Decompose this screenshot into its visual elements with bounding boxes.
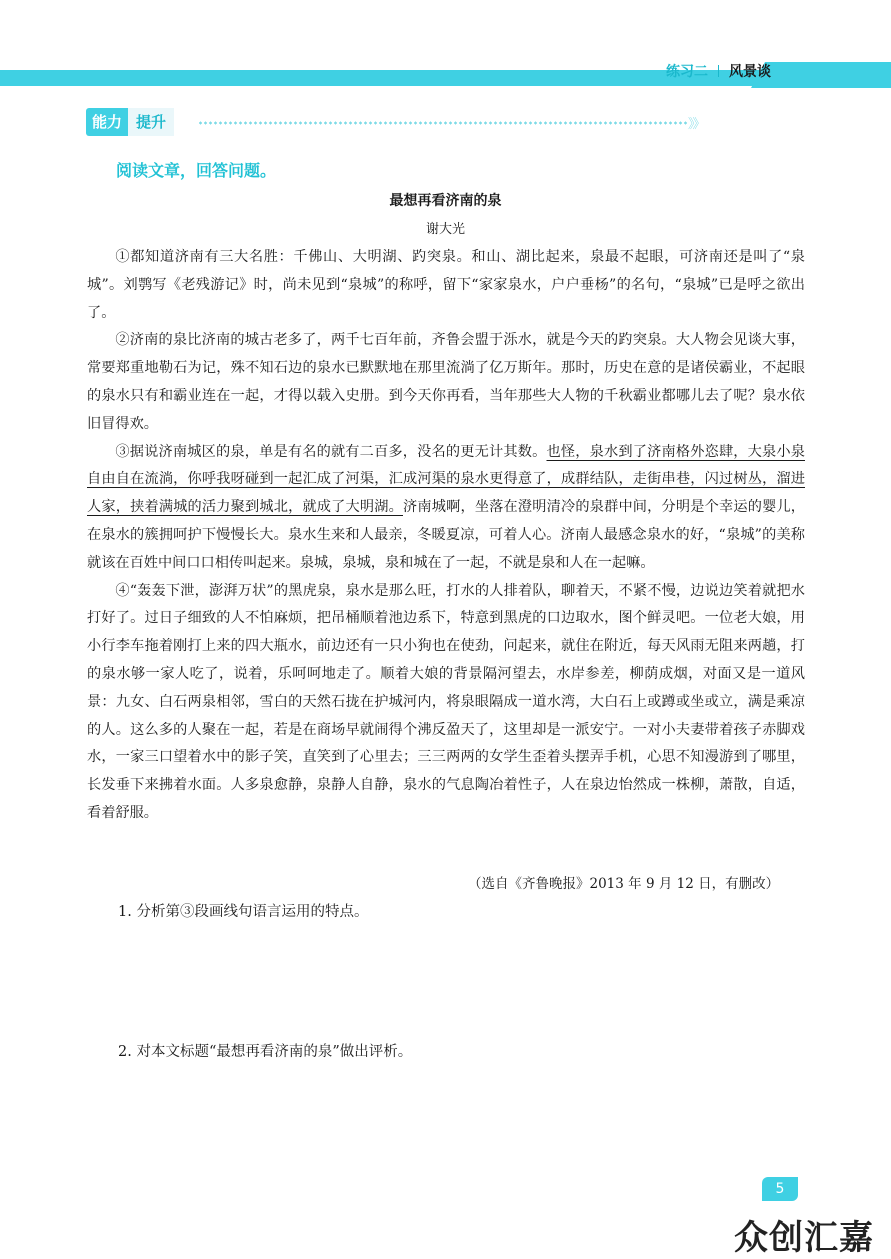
article-title: 最想再看济南的泉 (389, 193, 502, 209)
header-section: 练习二 (666, 64, 708, 80)
paragraph-2: ②济南的泉比济南的城古老多了，两千七百年前，齐鲁会盟于泺水，就是今天的趵突泉。大人物会见谈大事，常要郑重地勒石为记，殊不知石边的泉水已默默地在那里流淌了亿万斯年。那时，历史在意的是诸侯霸业，不起眼的泉水只有和霸业连在一起，才得以载入史册。到今天你再看，当年那些大人物的千秋霸业都哪儿去了呢？泉水依旧冒得欢。 (87, 332, 805, 432)
header-label (666, 61, 771, 81)
paragraph-3 (87, 439, 805, 578)
header-divider (718, 65, 719, 77)
badge-ability: 能力 (86, 108, 128, 136)
dotted-divider (198, 121, 688, 125)
article-source: （选自《齐鲁晚报》2013 年 9 月 12 日，有删改） (468, 876, 780, 892)
section-badge (86, 108, 174, 136)
instruction-text: 阅读文章，回答问题。 (116, 161, 277, 180)
paragraph-4: ④“轰轰下泄，澎湃万状”的黑虎泉，泉水是那么旺，打水的人排着队，聊着天，不紧不慢，边说边笑着就把水打好了。过日子细致的人不怕麻烦，把吊桶顺着池边系下，特意到黑虎的口边取水，图个鲜灵吧。一位老大娘，用小行李车拖着刚打上来的四大瓶水，前边还有一只小狗也在使劲，问起来，就住在附近，每天风雨无阻来两趟，打的泉水够一家人吃了，说着，乐呵呵地走了。顺着大娘的背景隔河望去，水岸参差，柳荫成烟，对面又是一道风景：九女、白石两泉相邻，雪白的天然石拢在护城河内，将泉眼隔成一道水湾，大白石上或蹲或坐或立，满是乘凉的人。这么多的人聚在一起，若是在商场早就闹得个沸反盈天了，这里却是一派安宁。一对小夫妻带着孩子赤脚戏水，一家三口望着水中的影子笑，直笑到了心里去；三三两两的女学生歪着头摆弄手机，心思不知漫游到了哪里，长发垂下来拂着水面。人多泉愈静，泉静人自静，泉水的气息陶冶着性子，人在泉边怡然成一株柳，萧散，自适，看着舒服。 (87, 582, 805, 821)
paragraph-1: ①都知道济南有三大名胜：千佛山、大明湖、趵突泉。和山、湖比起来，泉最不起眼，可济南还是叫了“泉城”。刘鹗写《老残游记》时，尚未见到“泉城”的称呼，留下“家家泉水，户户垂杨”的名句，“泉城”已是呼之欲出了。 (87, 249, 805, 321)
paragraph-3-rest: 济南城啊，坐落在澄明清冷的泉群中间，分明是个幸运的婴儿，在泉水的簇拥呵护下慢慢长大。泉水生来和人最亲，冬暖夏凉，可着人心。济南人最感念泉水的好，“泉城”的美称就该在百姓中间口口相传叫起来。泉城，泉城，泉和城在了一起，不就是泉和人在一起嘛。 (87, 499, 805, 571)
header-tab (751, 62, 891, 88)
page-number: 5 (762, 1177, 798, 1201)
article-body (87, 244, 805, 828)
question-1: 1. 分析第③段画线句语言运用的特点。 (118, 904, 369, 920)
underlined-sentence: 也怪，泉水到了济南格外恣肆，大泉小泉自由自在流淌，你呼我呀碰到一起汇成了河渠，汇成河渠的泉水更得意了，成群结队，走街串巷，闪过树丛，溜进人家，挟着满城的活力聚到城北，就成了大明湖。 (87, 443, 805, 516)
article-author: 谢大光 (425, 222, 465, 237)
question-2: 2. 对本文标题“最想再看济南的泉”做出评析。 (118, 1044, 413, 1060)
chevron-right-icon: 》》 (688, 117, 704, 132)
watermark-logo: 众创汇嘉 (734, 1218, 874, 1258)
badge-improve: 提升 (128, 108, 174, 136)
paragraph-3-intro: ③据说济南城区的泉，单是有名的就有二百多，没名的更无计其数。 (115, 443, 547, 460)
header-topic: 风景谈 (729, 64, 771, 80)
